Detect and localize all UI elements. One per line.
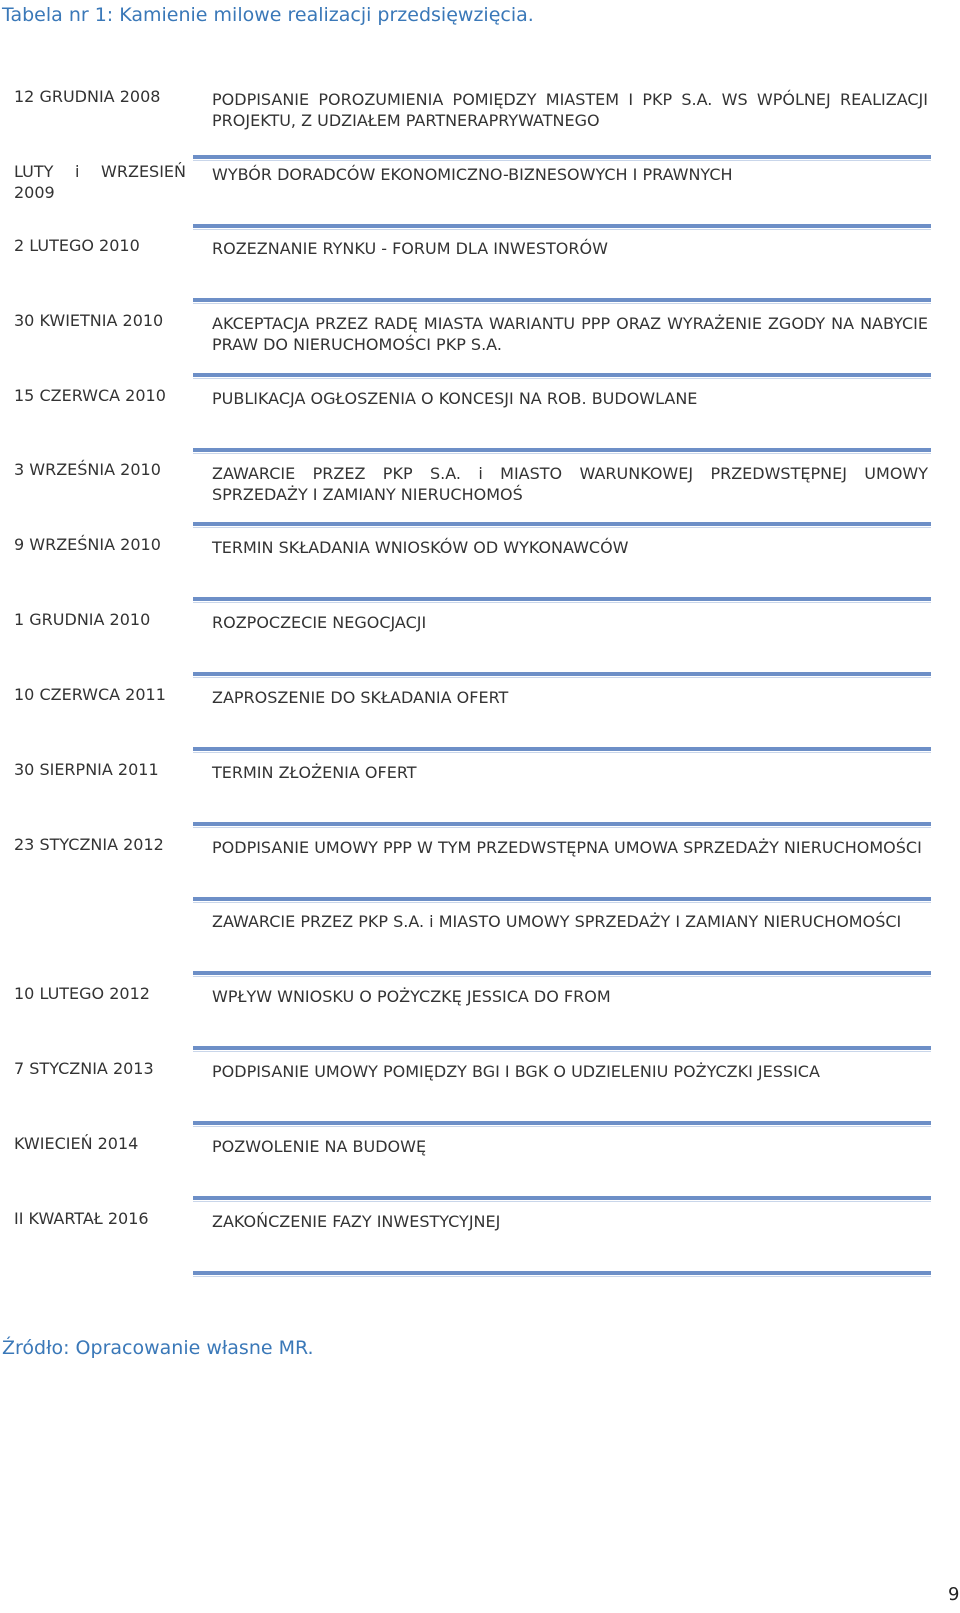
row-divider	[193, 224, 931, 228]
milestone-description: WPŁYW WNIOSKU O POŻYCZKĘ JESSICA DO FROM	[212, 987, 611, 1006]
milestone-date: 2 LUTEGO 2010	[14, 236, 140, 255]
row-divider	[193, 298, 931, 302]
milestone-description: ZAWARCIE PRZEZ PKP S.A. i MIASTO UMOWY SPRZEDAŻY I ZAMIANY NIERUCHOMOŚCI	[212, 912, 902, 931]
milestone-description: PODPISANIE UMOWY PPP W TYM PRZEDWSTĘPNA UMOWA SPRZEDAŻY NIERUCHOMOŚCI	[212, 838, 922, 857]
milestone-date: 3 WRZEŚNIA 2010	[14, 460, 161, 479]
row-divider	[193, 597, 931, 601]
row-divider	[193, 822, 931, 826]
row-divider	[193, 1046, 931, 1050]
milestone-date: 9 WRZEŚNIA 2010	[14, 535, 161, 554]
row-divider	[193, 1196, 931, 1200]
source-note: Źródło: Opracowanie własne MR.	[2, 1337, 314, 1359]
row-divider	[193, 1271, 931, 1275]
milestone-description: ZAWARCIE PRZEZ PKP S.A. i MIASTO WARUNKOWEJ PRZEDWSTĘPNEJ UMOWY SPRZEDAŻY I ZAMIANY NIERUCHOMOŚ	[212, 464, 928, 504]
milestone-date: 10 CZERWCA 2011	[14, 685, 166, 704]
row-divider	[193, 971, 931, 975]
milestone-date: 30 KWIETNIA 2010	[14, 311, 164, 330]
milestone-date: 1 GRUDNIA 2010	[14, 610, 151, 629]
milestone-description: TERMIN SKŁADANIA WNIOSKÓW OD WYKONAWCÓW	[212, 538, 629, 557]
milestone-description: TERMIN ZŁOŻENIA OFERT	[212, 763, 417, 782]
milestone-description: AKCEPTACJA PRZEZ RADĘ MIASTA WARIANTU PPP ORAZ WYRAŻENIE ZGODY NA NABYCIE PRAW DO NIERUCHOMOŚCI PKP S.A.	[212, 314, 928, 354]
milestone-description: PODPISANIE UMOWY POMIĘDZY BGI I BGK O UDZIELENIU POŻYCZKI JESSICA	[212, 1062, 820, 1081]
milestone-date: 12 GRUDNIA 2008	[14, 87, 161, 106]
milestone-description: WYBÓR DORADCÓW EKONOMICZNO-BIZNESOWYCH I PRAWNYCH	[212, 165, 733, 184]
row-divider	[193, 522, 931, 526]
milestone-date: 7 STYCZNIA 2013	[14, 1059, 154, 1078]
milestone-date: LUTY i WRZESIEŃ 2009	[14, 162, 186, 202]
row-divider	[193, 672, 931, 676]
milestone-date: 30 SIERPNIA 2011	[14, 760, 159, 779]
milestone-date: 10 LUTEGO 2012	[14, 984, 150, 1003]
row-divider	[193, 1121, 931, 1125]
page-number: 9	[948, 1584, 960, 1605]
row-divider	[193, 747, 931, 751]
milestone-description: PODPISANIE POROZUMIENIA POMIĘDZY MIASTEM I PKP S.A. WS WPÓLNEJ REALIZACJI PROJEKTU, Z UDZIAŁEM PARTNERAPRYWATNEGO	[212, 90, 928, 130]
milestone-description: ROZPOCZECIE NEGOCJACJI	[212, 613, 427, 632]
row-divider	[193, 897, 931, 901]
milestone-date: 15 CZERWCA 2010	[14, 386, 166, 405]
row-divider	[193, 448, 931, 452]
row-divider	[193, 373, 931, 377]
milestone-description: ZAKOŃCZENIE FAZY INWESTYCYJNEJ	[212, 1212, 501, 1231]
milestone-date: KWIECIEŃ 2014	[14, 1134, 139, 1153]
table-caption: Tabela nr 1: Kamienie milowe realizacji przedsięwzięcia.	[2, 4, 534, 26]
milestone-description: PUBLIKACJA OGŁOSZENIA O KONCESJI NA ROB. BUDOWLANE	[212, 389, 698, 408]
milestone-description: POZWOLENIE NA BUDOWĘ	[212, 1137, 427, 1156]
row-divider	[193, 155, 931, 159]
milestone-date: 23 STYCZNIA 2012	[14, 835, 164, 854]
milestone-date: II KWARTAŁ 2016	[14, 1209, 149, 1228]
milestone-description: ZAPROSZENIE DO SKŁADANIA OFERT	[212, 688, 509, 707]
milestone-description: ROZEZNANIE RYNKU - FORUM DLA INWESTORÓW	[212, 239, 608, 258]
